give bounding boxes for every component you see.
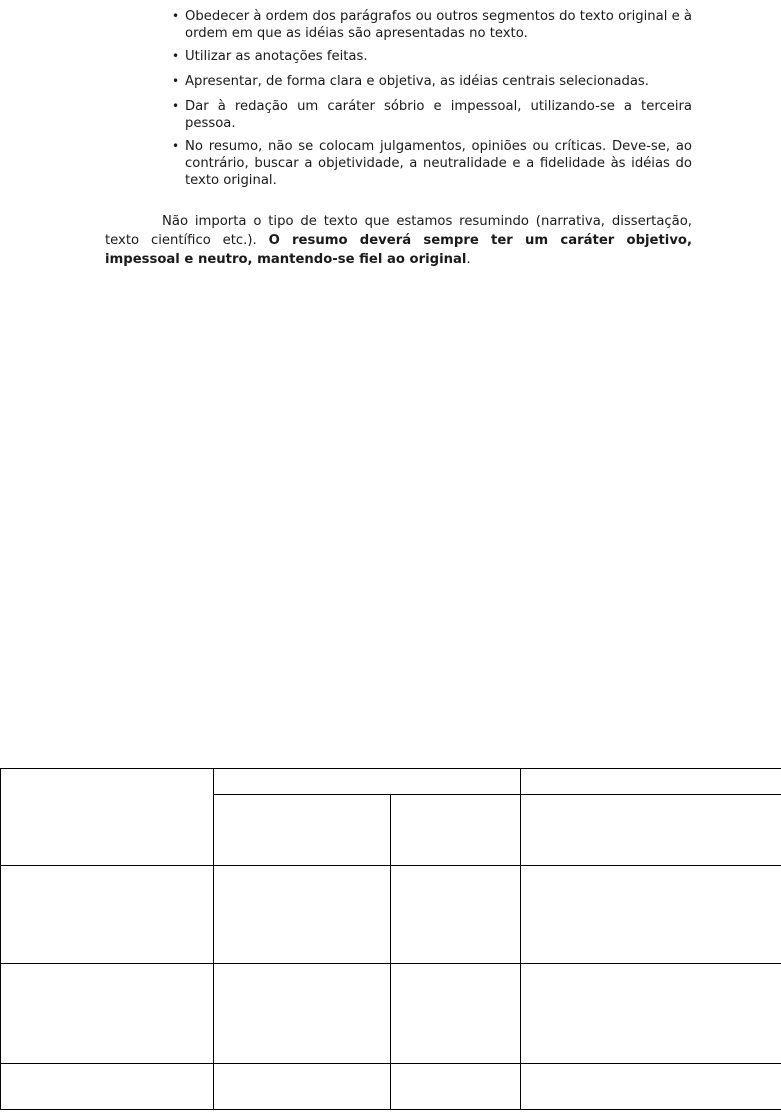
table-cell bbox=[1, 866, 214, 964]
list-item: • Utilizar as anotações feitas. bbox=[172, 48, 692, 65]
empty-form-table bbox=[0, 768, 781, 1110]
guidelines-list bbox=[172, 8, 692, 197]
scanned-page-excerpt bbox=[0, 0, 781, 300]
subheader-cell bbox=[391, 795, 521, 866]
table-cell bbox=[1, 1064, 214, 1110]
header-cell-group bbox=[214, 769, 521, 795]
paragraph-text: Não importa o tipo de texto que estamos resumindo (narrativa, dissertação, texto científico etc.). bbox=[105, 214, 692, 248]
table-header-row bbox=[1, 769, 781, 795]
table-cell bbox=[1, 964, 214, 1064]
table-cell bbox=[521, 1064, 781, 1110]
table-cell bbox=[214, 1064, 391, 1110]
table-cell bbox=[521, 964, 781, 1064]
subheader-cell bbox=[521, 795, 781, 866]
table-cell bbox=[391, 1064, 521, 1110]
list-item: • No resumo, não se colocam julgamentos, opiniões ou críticas. Deve-se, ao contrário, buscar a objetividade, a neutralidade e a fidelidade às idéias do texto original. bbox=[172, 138, 692, 189]
table-cell bbox=[214, 964, 391, 1064]
table-row bbox=[1, 1064, 781, 1110]
paragraph-bold-text: O resumo deverá sempre ter um caráter objetivo, impessoal e neutro, mantendo-se fiel ao original bbox=[105, 233, 692, 267]
header-cell-right bbox=[521, 769, 781, 795]
table-cell bbox=[521, 866, 781, 964]
table-row bbox=[1, 866, 781, 964]
summary-paragraph bbox=[105, 212, 692, 269]
table-cell bbox=[214, 866, 391, 964]
table-cell bbox=[391, 964, 521, 1064]
paragraph-end: . bbox=[466, 252, 471, 267]
list-item: • Obedecer à ordem dos parágrafos ou outros segmentos do texto original e à ordem em que as idéias são apresentadas no texto. bbox=[172, 8, 692, 42]
table-row bbox=[1, 964, 781, 1064]
header-cell-label bbox=[1, 769, 214, 866]
list-item: • Apresentar, de forma clara e objetiva, as idéias centrais selecionadas. bbox=[172, 73, 692, 90]
table-cell bbox=[391, 866, 521, 964]
list-item: • Dar à redação um caráter sóbrio e impessoal, utilizando-se a terceira pessoa. bbox=[172, 98, 692, 132]
subheader-cell bbox=[214, 795, 391, 866]
